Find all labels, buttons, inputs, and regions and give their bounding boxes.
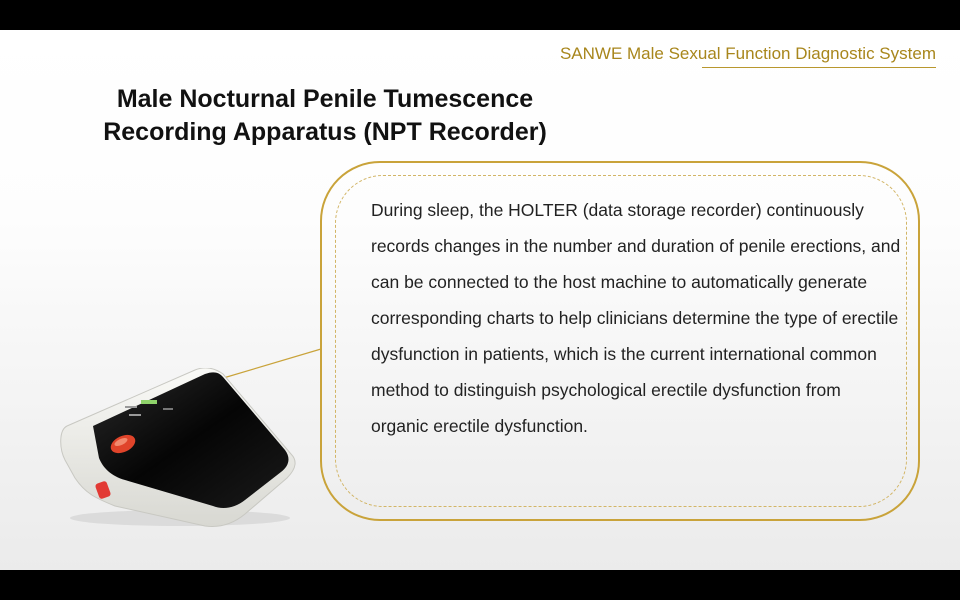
- slide-title-line-1: Male Nocturnal Penile Tumescence: [116, 85, 534, 113]
- system-name-header: SANWE Male Sexual Function Diagnostic System: [559, 44, 936, 63]
- npt-recorder-device-image: [55, 368, 300, 528]
- slide-title-line-2: Recording Apparatus (NPT Recorder): [103, 118, 547, 146]
- bottom-letterbox-bar: [0, 570, 960, 600]
- top-letterbox-bar: [0, 0, 960, 30]
- slide: [0, 30, 960, 570]
- description-text: During sleep, the HOLTER (data storage recorder) continuously records changes in the number and duration of penile erections, and can be connected to the host machine to automatically generate corresponding charts to help clinicians determine the type of erectile dysfunction in patients, which is the current international common method to distinguish psychological erectile dysfunction from organic erectile dysfunction.: [371, 200, 901, 436]
